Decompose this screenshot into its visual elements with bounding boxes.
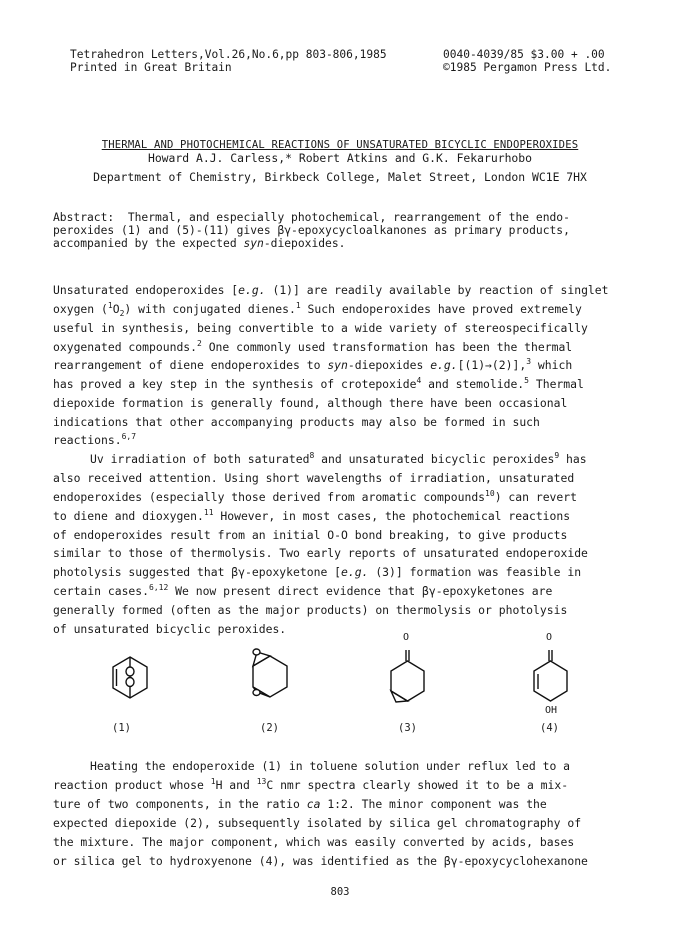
caption-structure-3: (3) [398,722,417,734]
p2-line-10: of unsaturated bicyclic peroxides. [53,622,287,636]
p2-line-9: generally formed (often as the major products) on thermolysis or photolysis [53,603,568,617]
affiliation: Department of Chemistry, Birkbeck College, Malet Street, London WC1E 7HX [93,170,587,184]
p1-line-2: oxygen $(^1O_2)$ with conjugated dienes.$^1$ Such endoperoxides have proved extremely [53,301,582,318]
p3-line-5: the mixture. The major component, which was easily converted by acids, bases [53,835,575,849]
p2-line-3: endoperoxides (especially those derived from aromatic compounds$^{10}$) can revert [53,489,577,504]
p2-line-7: photolysis suggested that βγ-epoxyketone [e.g. (3)] formation was feasible in [53,565,582,579]
abstract-line-3: accompanied by the expected syn-diepoxides. [53,237,346,250]
p2-line-1: Uv irradiation of both saturated$^8$ and unsaturated bicyclic peroxides$^9$ has [90,451,587,466]
abstract-label: Abstract: [53,211,115,224]
structure-4-hydroxyenone [529,640,571,706]
p1-line-4: oxygenated compounds.$^2$ One commonly used transformation has been the thermal [53,339,573,354]
caption-structure-4: (4) [540,722,559,734]
structure-1-endoperoxide [110,655,150,701]
p1-line-9: reactions.$^{6,7}$ [53,432,137,447]
p3-line-3: ture of two components, in the ratio ca 1:2. The minor component was the [53,797,547,811]
caption-structure-2: (2) [260,722,279,734]
p3-line-1: Heating the endoperoxide (1) in toluene solution under reflux led to a [90,759,571,773]
p2-line-4: to diene and dioxygen.$^{11}$ However, in most cases, the photochemical reactions [53,508,571,523]
caption-structure-1: (1) [112,722,131,734]
p1-line-3: useful in synthesis, being convertible to a wide variety of stereospecifically [53,321,588,335]
issn-price: 0040-4039/85 $3.00 + .00 [443,48,605,61]
p1-line-8: indications that other accompanying products may also be formed in such [53,415,540,429]
copyright: ©1985 Pergamon Press Ltd. [443,61,612,74]
p2-line-6: similar to those of thermolysis. Two early reports of unsaturated endoperoxide [53,546,588,560]
structure-2-diepoxide [248,648,294,700]
p1-line-5: rearrangement of diene endoperoxides to syn-diepoxides e.g.[(1)→(2)],$^3$ which [53,357,573,372]
p1-line-1: Unsaturated endoperoxides [e.g. (1)] are readily available by reaction of singlet [53,283,609,297]
structure-3-epoxyketone [386,640,428,706]
p3-line-2: reaction product whose $^1$H and $^{13}$C nmr spectra clearly showed it to be a mix- [53,777,569,792]
carbonyl-o-label-4: O [546,632,553,643]
p2-line-2: also received attention. Using short wavelengths of irradiation, unsaturated [53,471,575,485]
oh-label: OH [545,705,558,716]
p1-line-7: diepoxide formation is generally found, although there have been occasional [53,396,568,410]
page-number: 803 [330,886,350,898]
p1-line-6: has proved a key step in the synthesis of crotepoxide$^4$ and stemolide.$^5$ Thermal [53,376,584,391]
p3-line-4: expected diepoxide (2), subsequently isolated by silica gel chromatography of [53,816,582,830]
abstract-line-1: Abstract: Thermal, and especially photochemical, rearrangement of the endo- [53,211,570,224]
authors: Howard A.J. Carless,* Robert Atkins and G.K. Fekarurhobo [147,151,533,165]
journal-citation: Tetrahedron Letters,Vol.26,No.6,pp 803-806,1985 [70,48,387,61]
article-title: THERMAL AND PHOTOCHEMICAL REACTIONS OF UNSATURATED BICYCLIC ENDOPEROXIDES [101,139,579,151]
abstract-line-2: peroxides (1) and (5)-(11) gives βγ-epoxycycloalkanones as primary products, [53,224,570,237]
p2-line-8: certain cases.$^{6,12}$ We now present direct evidence that βγ-epoxyketones are [53,583,553,598]
printed-in: Printed in Great Britain [70,61,232,74]
p2-line-5: of endoperoxides result from an initial O-O bond breaking, to give products [53,528,568,542]
p3-line-6: or silica gel to hydroxyenone (4), was identified as the βγ-epoxycyclohexanone [53,854,588,868]
carbonyl-o-label-3: O [403,632,410,643]
